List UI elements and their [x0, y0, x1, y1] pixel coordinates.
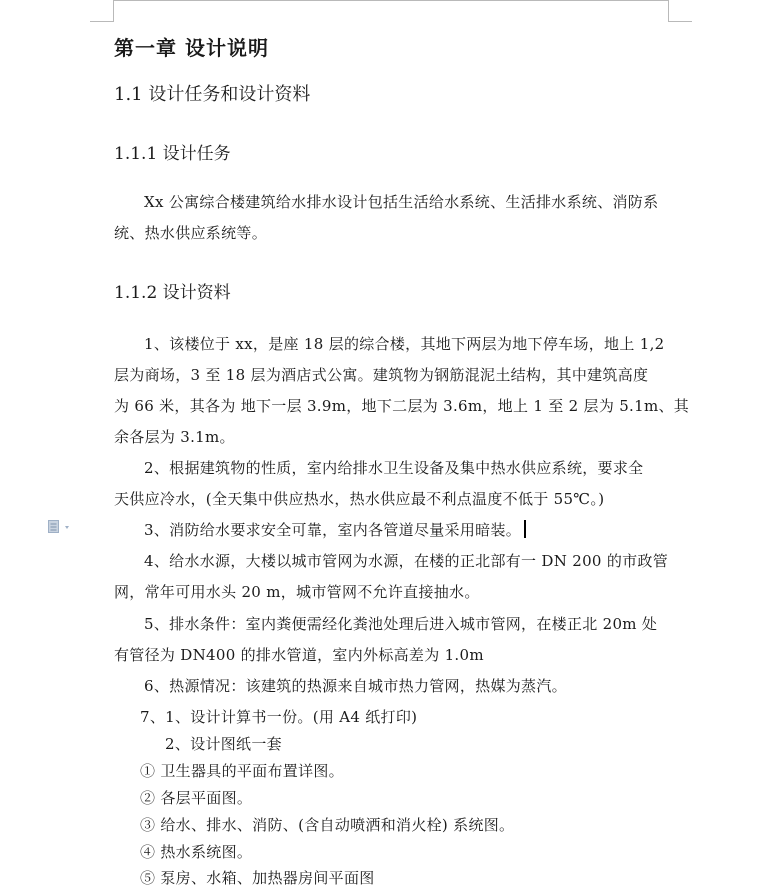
crop-mark-right-horizontal — [668, 21, 692, 22]
drawing-item-2: ② 各层平面图。 — [140, 789, 253, 807]
crop-mark-left-vertical — [113, 0, 114, 22]
item-5-line-2: 有管径为 DN400 的排水管道，室内外标高差为 1.0m — [114, 646, 484, 664]
document-margin-icon[interactable] — [48, 520, 76, 534]
item-5-line-1: 5、排水条件：室内粪便需经化粪池处理后进入城市管网，在楼正北 20m 处 — [144, 615, 658, 633]
item-6-line-1: 6、热源情况：该建筑的热源来自城市热力管网，热媒为蒸汽。 — [144, 677, 567, 695]
drawing-item-4: ④ 热水系统图。 — [140, 843, 253, 861]
item-4-line-2: 网，常年可用水头 20 m，城市管网不允许直接抽水。 — [114, 583, 480, 601]
item-1-line-4: 余各层为 3.1m。 — [114, 428, 235, 446]
item-1-line-2: 层为商场，3 至 18 层为酒店式公寓。建筑物为钢筋混泥土结构，其中建筑高度 — [114, 366, 649, 384]
section-heading-1-1: 1.1 设计任务和设计资料 — [114, 84, 311, 105]
item-2-line-2: 天供应冷水，(全天集中供应热水，热水供应最不利点温度不低于 55℃。) — [114, 490, 605, 508]
drawing-item-3: ③ 给水、排水、消防、(含自动喷洒和消火栓) 系统图。 — [140, 816, 515, 834]
text-cursor — [524, 520, 526, 538]
item-1-line-3: 为 66 米，其各为 地下一层 3.9m，地下二层为 3.6m，地上 1 至 2 层为 5.1m、其 — [114, 397, 690, 415]
item-7-sub: 2、设计图纸一套 — [165, 735, 282, 753]
drawing-item-1: ① 卫生器具的平面布置详图。 — [140, 762, 344, 780]
item-1-line-1: 1、该楼位于 xx，是座 18 层的综合楼，其地下两层为地下停车场，地上 1,2 — [144, 335, 665, 353]
task-paragraph: Xx 公寓综合楼建筑给水排水设计包括生活给水系统、生活排水系统、消防系统、热水供应系统等。 — [114, 193, 659, 242]
item-3-text: 3、消防给水要求安全可靠，室内各管道尽量采用暗装。 — [144, 521, 522, 539]
drawing-item-5: ⑤ 泵房、水箱、加热器房间平面图 — [140, 869, 375, 887]
chapter-title: 第一章 设计说明 — [114, 36, 269, 60]
section-heading-1-1-1: 1.1.1 设计任务 — [114, 144, 231, 164]
item-2-line-1: 2、根据建筑物的性质，室内给排水卫生设备及集中热水供应系统，要求全 — [144, 459, 644, 477]
crop-mark-left-horizontal — [90, 21, 114, 22]
item-4-line-1: 4、给水水源，大楼以城市管网为水源，在楼的正北部有一 DN 200 的市政管 — [144, 552, 669, 570]
section-heading-1-1-2: 1.1.2 设计资料 — [114, 283, 231, 303]
page-top-edge — [114, 0, 669, 1]
item-3[interactable] — [144, 519, 526, 540]
item-7: 7、1、设计计算书一份。(用 A4 纸打印) — [140, 708, 418, 726]
crop-mark-right-vertical — [668, 0, 669, 22]
